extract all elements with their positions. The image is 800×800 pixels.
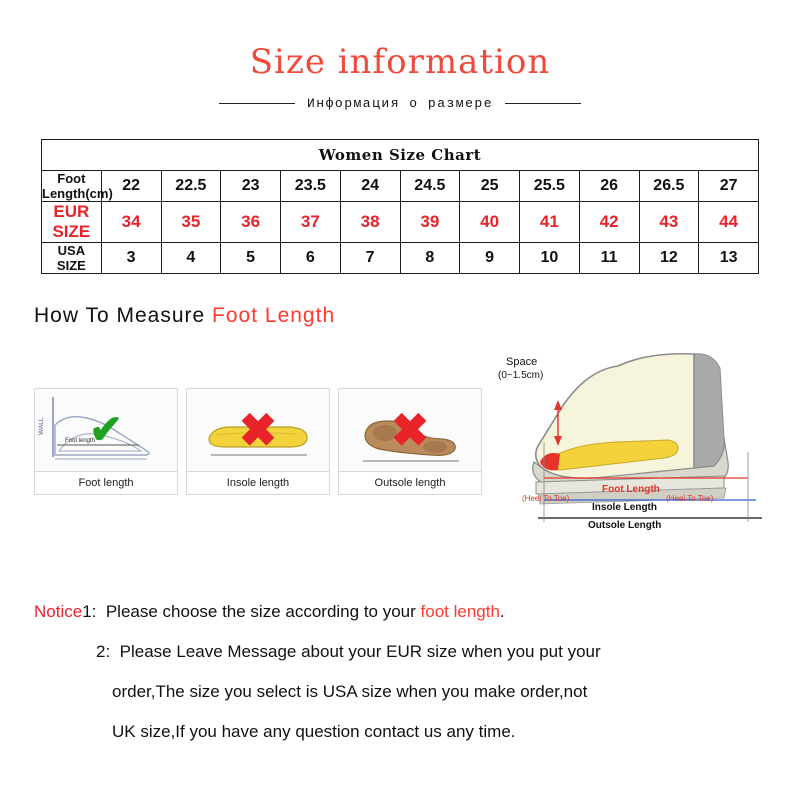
svg-text:Foot length: Foot length [65, 438, 96, 444]
thumb-foot-length-caption: Foot length [35, 471, 177, 494]
cell-foot-10: 27 [699, 171, 759, 202]
notice-line2-text-a: Please Leave Message about your EUR size when you put your [119, 642, 601, 661]
cell-usa-2: 5 [221, 243, 281, 274]
cell-foot-2: 23 [221, 171, 281, 202]
subtitle-rule-left [219, 103, 295, 104]
cell-eur-5: 39 [400, 202, 460, 243]
table-row-usa-size [42, 243, 759, 274]
notice-line-2 [34, 632, 774, 672]
thumb-outsole-length [338, 388, 482, 495]
cell-usa-1: 4 [161, 243, 221, 274]
cell-eur-8: 42 [579, 202, 639, 243]
how-to-measure-highlight: Foot Length [212, 304, 336, 327]
notice-line1-number: 1: [82, 602, 97, 621]
cell-eur-3: 37 [281, 202, 341, 243]
page-header [0, 0, 800, 111]
cell-foot-3: 23.5 [281, 171, 341, 202]
notice-line2-number: 2: [96, 642, 111, 661]
cell-usa-10: 13 [699, 243, 759, 274]
thumb-insole-length [186, 388, 330, 495]
thumb-foot-length [34, 388, 178, 495]
cell-eur-9: 43 [639, 202, 699, 243]
cell-eur-7: 41 [520, 202, 580, 243]
cell-eur-10: 44 [699, 202, 759, 243]
cell-eur-2: 36 [221, 202, 281, 243]
shoe-cross-section-diagram [498, 342, 798, 574]
cross-mark-icon: ✖ [390, 404, 430, 456]
cell-usa-8: 11 [579, 243, 639, 274]
cell-foot-8: 26 [579, 171, 639, 202]
page-subtitle: Информация о размере [306, 96, 494, 111]
page-title: Size information [249, 42, 551, 82]
cell-usa-6: 9 [460, 243, 520, 274]
thumb-insole-length-caption: Insole length [187, 471, 329, 494]
how-to-measure-heading [34, 304, 800, 328]
notice-line1-text-b: . [499, 602, 505, 621]
cell-usa-0: 3 [101, 243, 161, 274]
notice-line1-text-a: Please choose the size according to your [105, 602, 421, 621]
size-chart-container [41, 139, 759, 274]
thumb-outsole-length-image [339, 389, 481, 471]
cell-foot-1: 22.5 [161, 171, 221, 202]
cell-usa-4: 7 [340, 243, 400, 274]
svg-text:WALL: WALL [38, 417, 45, 435]
table-row-eur-size [42, 202, 759, 243]
diagram-insole-length-label: Insole Length [592, 502, 657, 513]
table-title-row [42, 140, 759, 171]
notice-line-3: order,The size you select is USA size when you make order,not [112, 682, 588, 701]
notice-line1-highlight: foot length [420, 602, 500, 621]
cell-usa-5: 8 [400, 243, 460, 274]
cell-eur-6: 40 [460, 202, 520, 243]
how-to-measure-prefix: How To Measure [34, 304, 213, 327]
thumb-outsole-length-caption: Outsole length [339, 471, 481, 494]
subtitle-row [0, 96, 800, 111]
row-label-usa-size: USA SIZE [42, 243, 102, 274]
row-label-foot-length: Foot Length(cm) [42, 171, 113, 201]
diagram-heel-to-toe-left: (Heel To Toe) [522, 494, 570, 503]
cell-usa-3: 6 [281, 243, 341, 274]
cell-foot-7: 25.5 [520, 171, 580, 202]
diagram-heel-to-toe-right: (Heel To Toe) [666, 494, 714, 503]
thumbnail-row [34, 342, 482, 495]
cell-foot-0: 22 [101, 171, 161, 202]
notice-line-1 [34, 592, 774, 632]
size-chart-table [41, 139, 759, 274]
diagram-space-range: (0~1.5cm) [498, 370, 544, 381]
thumb-insole-length-image [187, 389, 329, 471]
thumb-foot-length-image [35, 389, 177, 471]
cell-foot-6: 25 [460, 171, 520, 202]
notice-block [34, 592, 774, 752]
diagram-space-label: Space [506, 356, 538, 368]
cell-foot-9: 26.5 [639, 171, 699, 202]
cell-foot-5: 24.5 [400, 171, 460, 202]
cell-usa-9: 12 [639, 243, 699, 274]
row-label-eur-size: EUR SIZE [42, 202, 102, 243]
diagram-outsole-length-label: Outsole Length [588, 520, 662, 531]
notice-word: Notice [34, 602, 83, 621]
cell-eur-1: 35 [161, 202, 221, 243]
check-mark-icon: ✔ [89, 408, 123, 452]
measure-illustrations [34, 342, 768, 574]
cross-mark-icon: ✖ [238, 404, 278, 456]
subtitle-rule-right [505, 103, 581, 104]
table-row-foot-length [42, 171, 759, 202]
diagram-foot-length-label: Foot Length [602, 484, 660, 495]
cell-eur-4: 38 [340, 202, 400, 243]
size-chart-title: Women Size Chart [42, 140, 759, 171]
cell-foot-4: 24 [340, 171, 400, 202]
cell-eur-0: 34 [101, 202, 161, 243]
notice-line-4: UK size,If you have any question contact us any time. [112, 722, 516, 741]
cell-usa-7: 10 [520, 243, 580, 274]
